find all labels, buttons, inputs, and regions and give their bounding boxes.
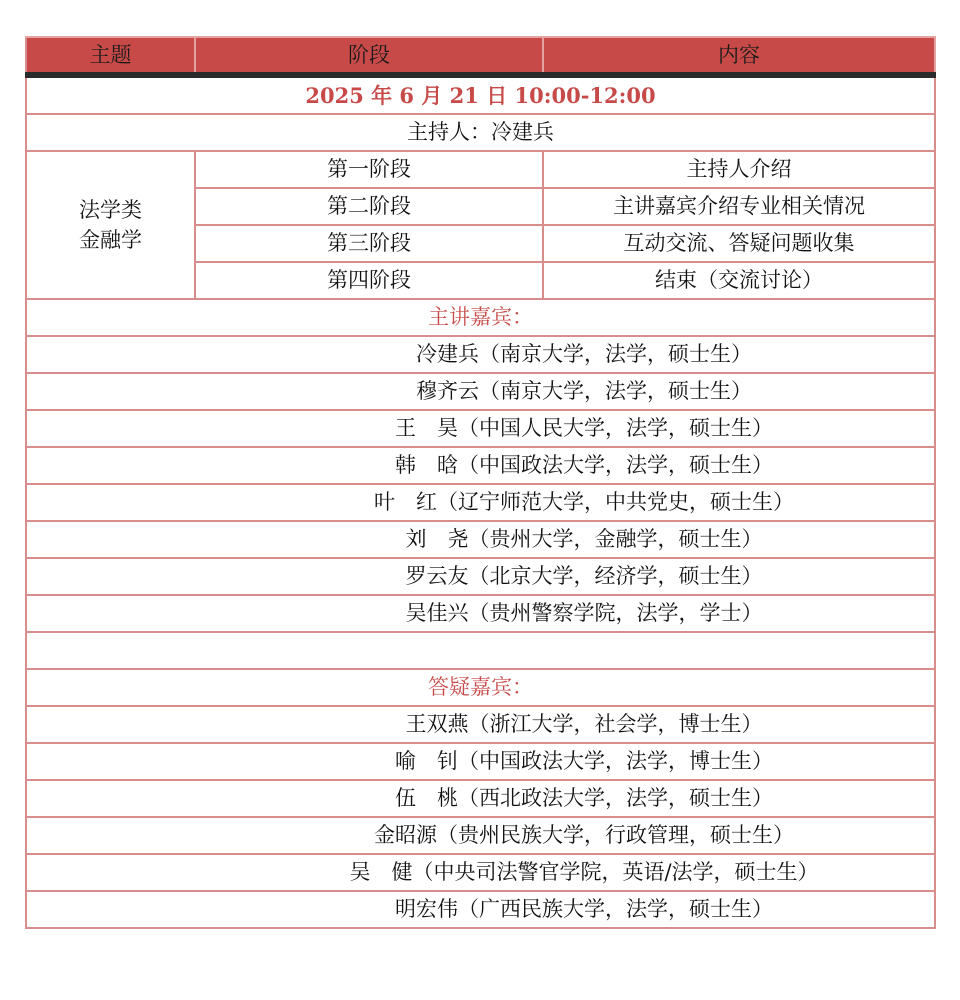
guest-row	[26, 484, 935, 521]
event-date: 2025 年 6 月 21 日 10:00-12:00	[26, 75, 935, 114]
qa-guest-entry: 明宏伟（广西民族大学，法学，硕士生）	[395, 897, 773, 921]
qa-guests-title-row	[26, 669, 935, 706]
schedule-table	[25, 36, 936, 929]
header-row	[26, 37, 935, 75]
qa-guest-entry: 吴 健（中央司法警官学院，英语/法学，硕士生）	[349, 860, 819, 884]
stage-content: 结束（交流讨论）	[543, 262, 935, 299]
guest-entry: 刘 尧（贵州大学，金融学，硕士生）	[405, 527, 763, 551]
header-content: 内容	[543, 37, 935, 75]
guest-row	[26, 336, 935, 373]
header-stage: 阶段	[195, 37, 543, 75]
qa-guest-row	[26, 817, 935, 854]
host-name: 主持人：冷建兵	[26, 114, 935, 151]
guest-entry: 罗云友（北京大学，经济学，硕士生）	[405, 564, 763, 588]
guest-row	[26, 373, 935, 410]
qa-guest-row	[26, 891, 935, 928]
empty-row	[26, 632, 935, 669]
stage-content: 主持人介绍	[543, 151, 935, 188]
guest-row	[26, 595, 935, 632]
main-guests-title-row	[26, 299, 935, 336]
topic-line-1: 法学类	[79, 198, 142, 222]
qa-guest-entry: 王双燕（浙江大学，社会学，博士生）	[405, 712, 763, 736]
stage-content: 互动交流、答疑问题收集	[543, 225, 935, 262]
stage-label: 第三阶段	[195, 225, 543, 262]
guest-row	[26, 410, 935, 447]
main-guests-title: 主讲嘉宾：	[26, 299, 935, 336]
stage-content: 主讲嘉宾介绍专业相关情况	[543, 188, 935, 225]
stage-row	[26, 151, 935, 188]
empty-cell	[26, 632, 935, 669]
guest-entry: 吴佳兴（贵州警察学院，法学，学士）	[405, 601, 763, 625]
date-row	[26, 75, 935, 114]
qa-guest-entry: 伍 桃（西北政法大学，法学，硕士生）	[395, 786, 773, 810]
stage-label: 第二阶段	[195, 188, 543, 225]
guest-row	[26, 447, 935, 484]
guest-entry: 王 昊（中国人民大学，法学，硕士生）	[395, 416, 773, 440]
qa-guest-entry: 喻 钊（中国政法大学，法学，博士生）	[395, 749, 773, 773]
guest-entry: 韩 晗（中国政法大学，法学，硕士生）	[395, 453, 773, 477]
topic-line-2: 金融学	[79, 228, 142, 252]
stage-label: 第一阶段	[195, 151, 543, 188]
guest-entry: 穆齐云（南京大学，法学，硕士生）	[416, 379, 752, 403]
guest-entry: 叶 红（辽宁师范大学，中共党史，硕士生）	[374, 490, 794, 514]
qa-guest-row	[26, 743, 935, 780]
qa-guest-row	[26, 854, 935, 891]
header-topic: 主题	[26, 37, 195, 75]
guest-row	[26, 521, 935, 558]
host-row	[26, 114, 935, 151]
guest-row	[26, 558, 935, 595]
topic-cell	[26, 151, 195, 299]
qa-guest-row	[26, 706, 935, 743]
stage-label: 第四阶段	[195, 262, 543, 299]
qa-guest-row	[26, 780, 935, 817]
qa-guests-title: 答疑嘉宾：	[26, 669, 935, 706]
qa-guest-entry: 金昭源（贵州民族大学，行政管理，硕士生）	[374, 823, 794, 847]
guest-entry: 冷建兵（南京大学，法学，硕士生）	[416, 342, 752, 366]
